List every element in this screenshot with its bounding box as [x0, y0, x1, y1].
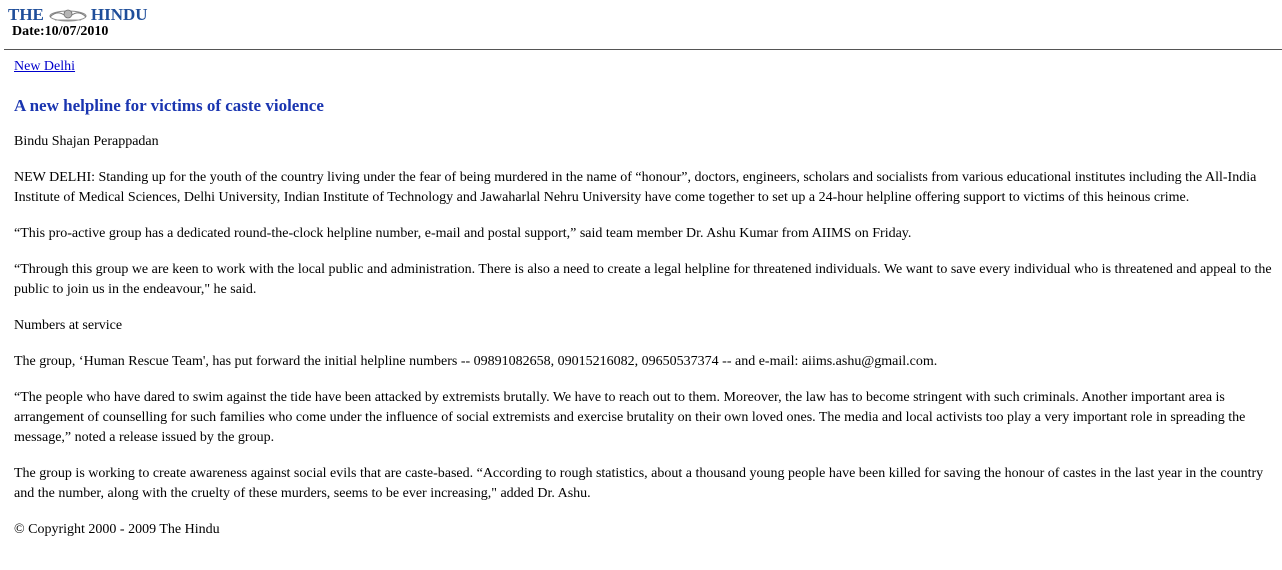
masthead-logo — [8, 6, 148, 24]
location-link[interactable]: New Delhi — [14, 59, 76, 74]
masthead-hindu: HINDU — [90, 5, 148, 24]
publication-date — [12, 24, 108, 40]
header-divider — [4, 49, 1282, 50]
section-subheading: Numbers at service — [14, 318, 123, 333]
article-paragraph: “This pro-active group has a dedicated round-the-clock helpline number, e-mail and postal support,” said team member Dr. Ashu Kumar from AIIMS on Friday. — [14, 226, 912, 241]
article-body — [14, 57, 1278, 540]
article-paragraph: “The people who have dared to swim against the tide have been attacked by extremists brutally. We have to reach out to them. Moreover, the law has to become stringent with such criminals. Another important area is arrangement of counselling for such families who come under the influence of social extremists and exercise brutality on their own loved ones. The media and local activists too play a very important role in spreading the message,” noted a release issued by the group. — [14, 390, 1246, 445]
masthead-the: THE — [8, 5, 44, 24]
article-byline: Bindu Shajan Perappadan — [14, 134, 159, 149]
article-paragraph: NEW DELHI: Standing up for the youth of the country living under the fear of being murdered in the name of “honour”, doctors, engineers, scholars and socialists from various educational institutes including the All-India Institute of Medical Sciences, Delhi University, Indian Institute of Technology and Jawaharlal Nehru University have come together to set up a 24-hour helpline offering support to victims of this heinous crime. — [14, 170, 1257, 205]
hindu-emblem-icon — [47, 8, 89, 22]
article-headline: A new helpline for victims of caste violence — [14, 96, 324, 115]
article-paragraph: The group is working to create awareness against social evils that are caste-based. “According to rough statistics, about a thousand young people have been killed for saving the honour of castes in the last year in the country and the number, along with the cruelty of these murders, seems to be ever increasing," added Dr. Ashu. — [14, 466, 1264, 501]
copyright-notice: © Copyright 2000 - 2009 The Hindu — [14, 522, 220, 537]
date-label: Date: — [12, 24, 45, 39]
article-paragraph: “Through this group we are keen to work with the local public and administration. There is also a need to create a legal helpline for threatened individuals. We want to save every individual who is threatened and appeal to the public to join us in the endeavour," he said. — [14, 262, 1272, 297]
date-value: 10/07/2010 — [44, 24, 109, 39]
article-paragraph: The group, ‘Human Rescue Team', has put forward the initial helpline numbers -- 09891082658, 09015216082, 09650537374 -- and e-mail: aiims.ashu@gmail.com. — [14, 354, 938, 369]
